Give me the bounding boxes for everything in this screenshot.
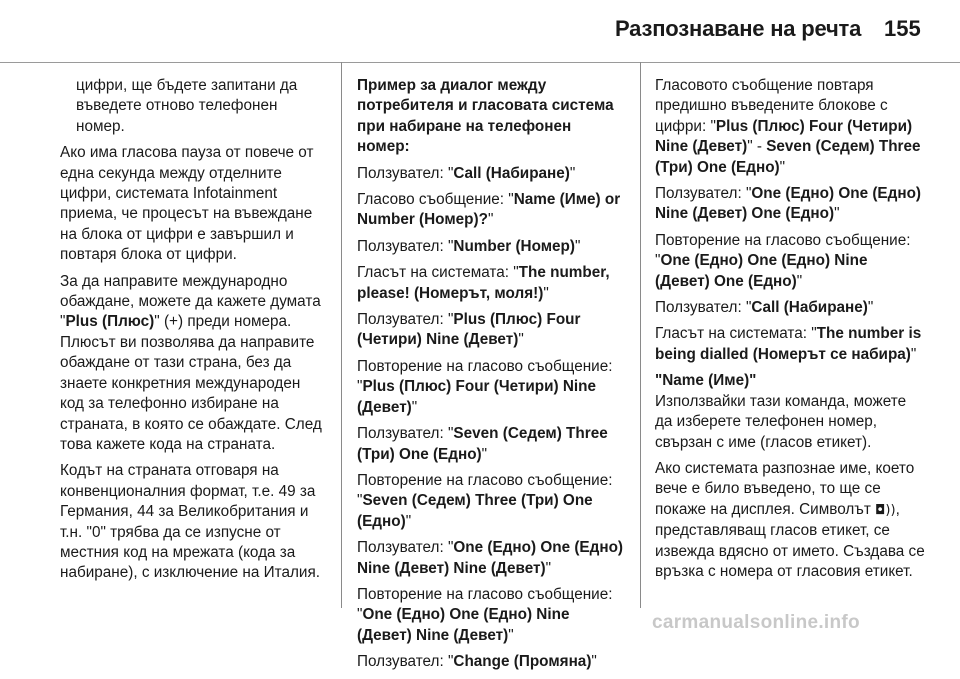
- page-title: Разпознаване на речта: [615, 16, 862, 41]
- dialog-line: [357, 424, 627, 465]
- text: " (+) преди номера. Плюсът ви позволява да направите обаждане от тази страна, без да знаете конкретния международен код за телефонно избиране на страната, в която се обаждате. След това кажете кода на страната.: [60, 313, 322, 453]
- dialog-line-repeat: [655, 231, 925, 292]
- dialog-line: [357, 357, 627, 418]
- closing-quote: ": [569, 164, 576, 182]
- dialog-line: [357, 190, 627, 231]
- command: Seven (Седем) Three (Три) One (Едно): [655, 138, 921, 176]
- speaker-text: Ползувател: ": [357, 164, 454, 182]
- page-number: 155: [884, 16, 921, 41]
- dialog-line-user: [655, 184, 925, 225]
- command: One (Едно) One (Едно) Nine (Девет) One (Едно): [655, 252, 868, 290]
- column-2: [357, 76, 627, 679]
- speaker-text: Повторение на гласово съобщение: ": [357, 357, 613, 396]
- speaker-text: Ползувател: ": [357, 237, 454, 255]
- command: Call (Набиране): [751, 299, 868, 317]
- closing-quote: ": [481, 445, 488, 463]
- text: За да направите международно обаждане, можете да кажете думата ": [60, 272, 321, 331]
- text: ": [779, 158, 786, 176]
- speaker-text: Гласът на системата: ": [357, 264, 519, 282]
- paragraph-international-call: [60, 272, 328, 456]
- dialog-lines: [357, 164, 627, 673]
- speaker-text: Повторение на гласово съобщение: ": [357, 585, 613, 624]
- spoken-command: One (Едно) One (Едно) Nine (Девет) Nine (Девет): [357, 606, 570, 644]
- spoken-command: Seven (Седем) Three (Три) One (Едно): [357, 492, 593, 530]
- dialog-line: [357, 164, 627, 184]
- speaker-text: Гласово съобщение: ": [357, 191, 514, 209]
- heading-text: "Name (Име)": [655, 372, 757, 390]
- closing-quote: ": [543, 284, 549, 302]
- command: Plus (Плюс) Four (Четири) Nine (Девет): [655, 117, 913, 156]
- spoken-command: Call (Набиране): [453, 164, 570, 182]
- spoken-command: Seven (Седем) Three (Три) One (Едно): [357, 425, 608, 463]
- paragraph-continued: цифри, ще бъдете запитани да въведете отново телефонен номер.: [76, 77, 298, 135]
- spoken-command: The number, please! (Номерът, моля!): [357, 264, 610, 302]
- spoken-command: One (Едно) One (Едно) Nine (Девет) Nine (Девет): [357, 539, 624, 577]
- spoken-command: Name (Име) or Number (Номер)?: [357, 191, 621, 229]
- dialog-line-system: [655, 324, 925, 365]
- speaker-text: Ползувател: ": [357, 311, 454, 329]
- dialog-example-title: Пример за диалог между потребителя и гласовата система при набиране на телефонен номер:: [357, 77, 614, 156]
- text: Гласовото съобщение повтаря предишно въведените блокове с цифри: ": [655, 77, 888, 135]
- speaker-text: Ползувател: ": [357, 653, 454, 671]
- closing-quote: ": [411, 398, 418, 416]
- name-command-heading: [655, 371, 925, 391]
- speaker-text: Повторение на гласово съобщение: ": [357, 471, 613, 510]
- paragraph-pause: Ако има гласова пауза от повече от една секунда между отделните цифри, системата Infotainment приема, че процесът на въвеждане на блока от цифри е завършил и повтаря блока от цифри.: [60, 144, 314, 264]
- paragraph-repeat-blocks: [655, 76, 925, 178]
- text: ": [834, 205, 840, 223]
- spoken-command: Change (Промяна): [453, 653, 592, 671]
- command-plus: Plus (Плюс): [65, 313, 155, 331]
- column-divider-1: [341, 62, 342, 608]
- dialog-line: [357, 652, 627, 672]
- column-divider-2: [640, 62, 641, 608]
- closing-quote: ": [545, 559, 552, 577]
- dialog-line: [357, 538, 627, 579]
- text: Ползувател: ": [655, 185, 752, 203]
- closing-quote: ": [508, 626, 514, 644]
- dialog-line: [357, 585, 627, 646]
- closing-quote: ": [405, 512, 412, 530]
- dialog-line: [357, 237, 627, 257]
- text: Ако системата разпознае име, което вече е било въведено, то ще се покаже на дисплея. Символът: [655, 459, 915, 518]
- spoken-command: Plus (Плюс) Four (Четири) Nine (Девет): [357, 311, 581, 349]
- spoken-command: Plus (Плюс) Four (Четири) Nine (Девет): [357, 378, 597, 416]
- paragraph-voice-tag: [655, 459, 925, 582]
- command: One (Едно) One (Едно) Nine (Девет) One (Едно): [655, 185, 922, 223]
- text: " -: [747, 138, 767, 156]
- paragraph-name-command: Използвайки тази команда, можете да изберете телефонен номер, свързан с име (гласов етикет).: [655, 392, 907, 451]
- text: ": [796, 272, 803, 290]
- speaker-text: Ползувател: ": [357, 425, 454, 443]
- page-header: [0, 0, 960, 62]
- text: ": [867, 299, 874, 317]
- closing-quote: ": [575, 237, 581, 255]
- closing-quote: ": [487, 211, 494, 229]
- text: Гласът на системата: ": [655, 325, 817, 343]
- dialog-line-user-call: [655, 298, 925, 318]
- text: Повторение на гласово съобщение: ": [655, 231, 911, 270]
- command: The number is being dialled (Номерът се набира): [655, 325, 922, 363]
- closing-quote: ": [591, 653, 597, 671]
- watermark: carmanualsonline.info: [652, 612, 860, 633]
- column-3: [655, 76, 925, 588]
- voice-tag-icon: ◘)): [875, 502, 896, 518]
- speaker-text: Ползувател: ": [357, 539, 454, 557]
- paragraph-country-code: Кодът на страната отговаря на конвенционалния формат, т.е. 49 за Германия, 44 за Великобритания и т.н. "0" трябва да се изпусне от местния код на мрежата (кода за набиране), с изключение на Италия.: [60, 462, 320, 582]
- text: , представляващ гласов етикет, се извежда вдясно от името. Създава се връзка с номера от гласовия етикет.: [655, 500, 925, 580]
- dialog-line: [357, 310, 627, 351]
- column-1: [60, 76, 328, 590]
- closing-quote: ": [518, 331, 524, 349]
- text: ": [910, 345, 917, 363]
- dialog-line: [357, 471, 627, 532]
- text: Ползувател: ": [655, 299, 752, 317]
- spoken-command: Number (Номер): [453, 237, 575, 255]
- dialog-line: [357, 263, 627, 304]
- header-rule: [0, 62, 960, 63]
